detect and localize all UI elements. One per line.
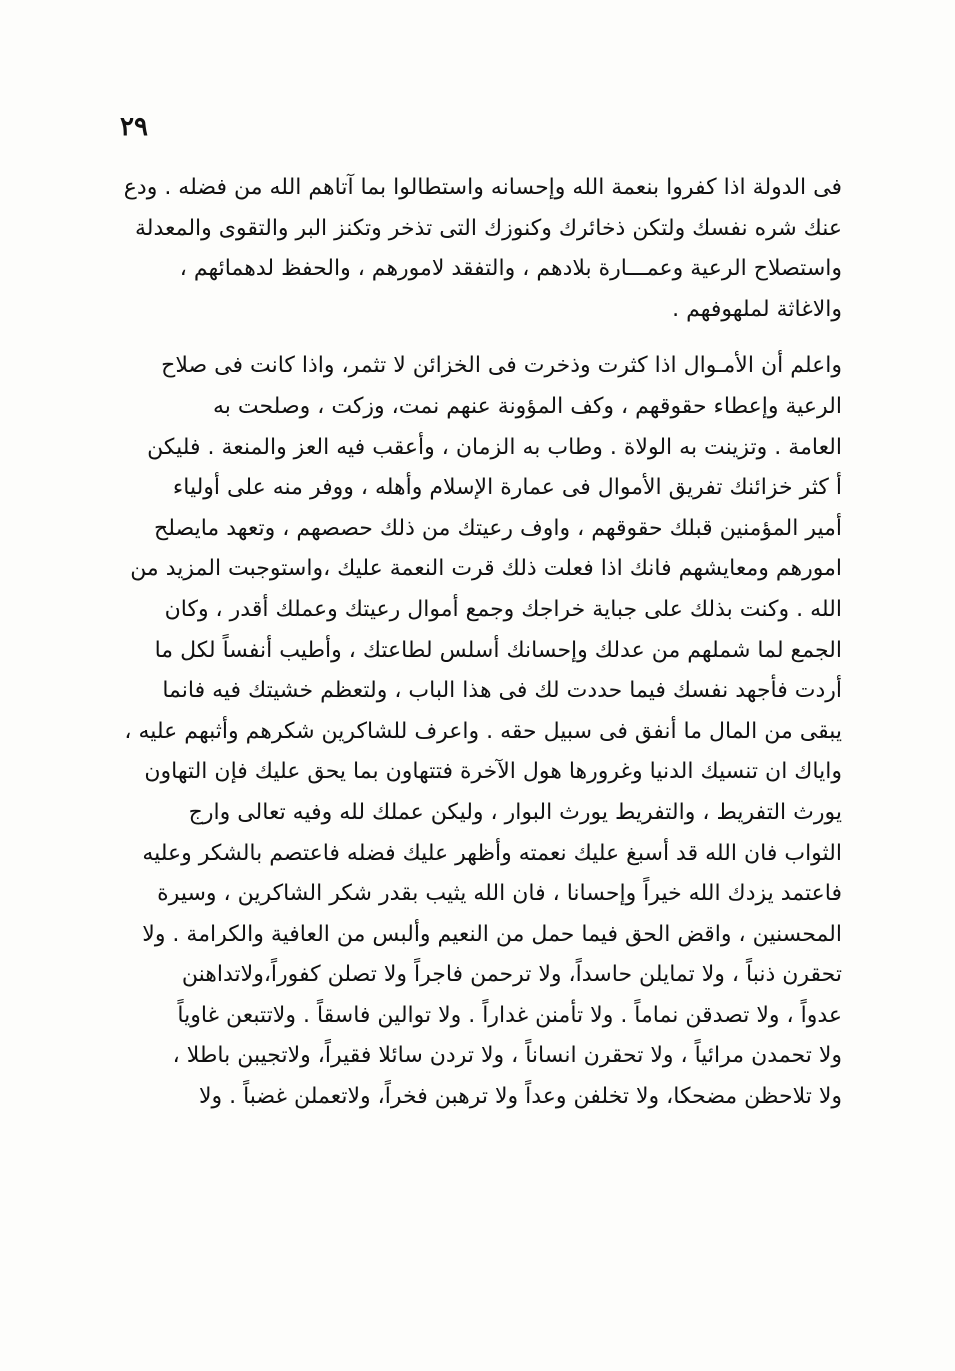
text-line: عنك شره نفسك ولتكن ذخائرك وكنوزك التى تذخر وتكنز البر والتقوى والمعدلة (134, 215, 842, 241)
text-line: فاعتمد يزدك الله خيراً وإحسانا ، فان الله يثيب بقدر شكر الشاكرين ، وسيرة (157, 881, 842, 907)
body-text (112, 168, 842, 1118)
text-line: أمير المؤمنين قبلك حقوقهم ، واوف رعيتك من ذلك حصصهم ، وتعهد مايصلح (154, 515, 842, 541)
text-line: فى الدولة اذا كفروا بنعمة الله وإحسانه واستطالوا بما آتاهم الله من فضله . ودع (123, 175, 842, 200)
text-line: واياك ان تنسيك الدنيا وغرورها هول الآخرة فتتهاون بما يحق عليك فإن التهاون (144, 759, 842, 785)
text-line: أ كثر خزائنك تفريق الأموال فى عمارة الإسلام وأهله ، ووفر منه على أولياء (172, 475, 842, 501)
text-line: الله . وكنت بذلك على جباية خراجك وجمع أموال رعيتك وعملك أقدر ، وكان (164, 596, 842, 622)
text-line: يبقى من المال ما أنفق فى سبيل حقه . واعرف للشاكرين شكرهم وأثبهم عليه ، (124, 718, 842, 744)
text-line: واستصلاح الرعية وعمـــارة بلادهم ، والتفقد لامورهم ، والحفظ لدهمائهم ، (179, 256, 842, 282)
text-line: الجمع لما شملهم من عدلك وإحسانك أسلس لطاعتك ، وأطيب أنفساً لكل ما (154, 637, 842, 663)
text-line: العامة . وتزينت به الولاة . وطاب به الزمان ، وأعقب فيه العز والمنعة . فليكن (147, 434, 842, 460)
text-line: يورث التفريط ، والتفريط يورث البوار ، وليكن عملك لله وفيه تعالى وارج (188, 799, 842, 825)
text-line: تحقرن ذنباً ، ولا تمايلن حاسداً، ولا ترحمن فاجراً ولا تصلن كفوراً،ولاتداهنن (181, 962, 842, 988)
text-line: والاغاثة لملهوفهم . (672, 296, 842, 322)
text-line: الثواب فان الله قد أسبغ عليك نعمته وأظهر عليك فضله فاعتصم بالشكر وعليه (142, 840, 842, 866)
text-line: واعلم أن الأمـوال اذا كثرت وذخرت فى الخزائن لا تثمر، واذا كانت فى صلاح (161, 353, 842, 379)
text-line: عدواً ، ولا تصدقن نماماً . ولا تأمنن غداراً . ولا توالين فاسقاً . ولاتتبعن غاوياً (177, 1002, 842, 1028)
text-line: ولا تلاحظن مضحكا، ولا تخلفن وعداً ولا ترهبن فخراً، ولاتعملن غضباً . ولا (198, 1084, 842, 1110)
paragraph-2 (112, 346, 842, 1117)
page-number: ٢٩ (120, 112, 148, 142)
text-line: ولا تحمدن مرائياً ، ولا تحقرن انساناً ، ولا تردن سائلا فقيراً، ولاتجيبن باطلا ، (172, 1043, 842, 1069)
text-line: الرعية وإعطاء حقوقهم ، وكف المؤونة عنهم نمت، وزكت ، وصلحت به (212, 393, 842, 419)
text-line: أردت فأجهد نفسك فيما حددت لك فى هذا الباب ، ولتعظم خشيتك فيه فانما (162, 678, 842, 704)
text-line: امورهم ومعايشهم فانك اذا فعلت ذلك قرت النعمة عليك ،واستوجبت المزيد من (130, 556, 842, 582)
text-line: المحسنين ، واقض الحق فيما حمل من النعيم وألبس من العافية والكرامة . ولا (142, 921, 842, 947)
paragraph-1 (112, 168, 842, 330)
